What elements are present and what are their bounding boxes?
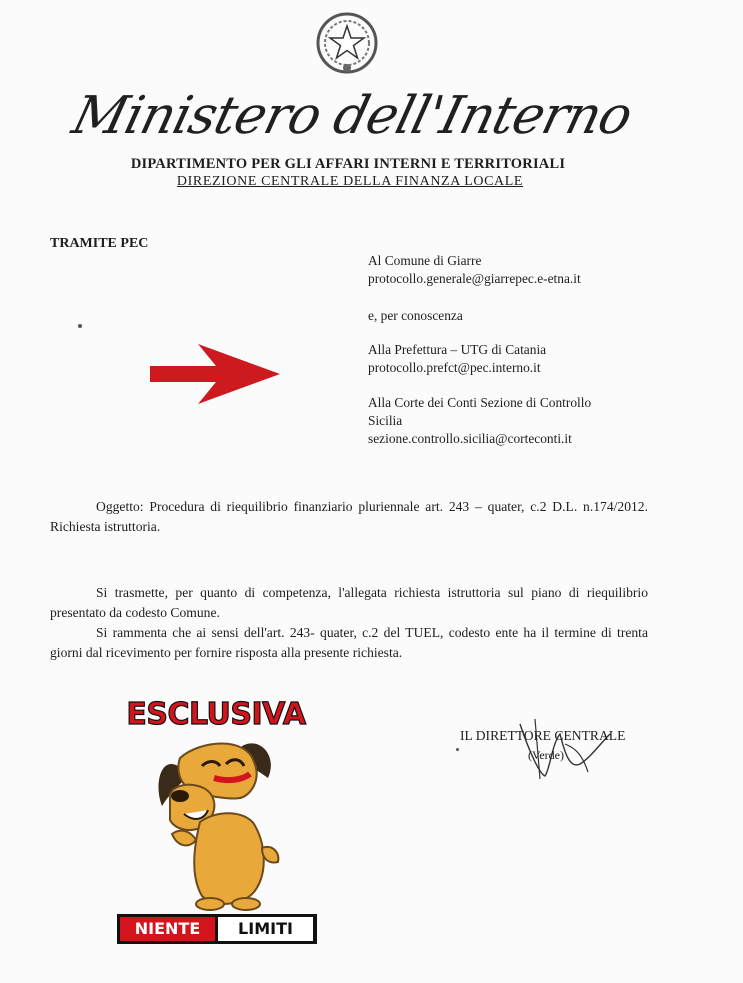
department-name: DIPARTIMENTO PER GLI AFFARI INTERNI E TERRITORIALI: [130, 156, 566, 172]
scan-speck: [78, 324, 82, 328]
recipient-email: protocollo.generale@giarrepec.e-etna.it: [368, 271, 581, 286]
cc2-line-cont: Sicilia: [368, 413, 403, 428]
recipient-line: Al Comune di Giarre: [368, 253, 482, 268]
directorate-name: [170, 174, 530, 190]
subject: [50, 497, 648, 537]
cc2-email: sezione.controllo.sicilia@corteconti.it: [368, 431, 572, 446]
republic-emblem-icon: [314, 10, 380, 76]
badge-bottom-right-text: LIMITI: [218, 917, 313, 941]
directorate-label: DIREZIONE CENTRALE DELLA FINANZA LOCALE: [176, 174, 524, 189]
scan-speck: [456, 748, 459, 751]
cc-label: e, per conoscenza: [368, 308, 463, 323]
red-arrow-icon: [150, 344, 280, 404]
cc1-line: Alla Prefettura – UTG di Catania: [368, 342, 547, 357]
badge-bottom-left-text: NIENTE: [120, 917, 215, 941]
handwritten-signature: [510, 714, 620, 784]
p1-text: Si trasmette, per quanto di competenza, l'allegata richiesta istruttoria sul piano di riequilibrio presentato da codesto Comune.: [50, 585, 648, 620]
delivery-method: TRAMITE PEC: [50, 236, 149, 251]
cartoon-dog-icon: [150, 736, 286, 912]
subject-text: Oggetto: Procedura di riequilibrio finanziario pluriennale art. 243 – quater, c.2 D.L. n.174/2012. Richiesta istruttoria.: [50, 499, 648, 534]
badge-top-text: ESCLUSIVA: [126, 697, 306, 732]
cc2-line: Alla Corte dei Conti Sezione di Controllo: [368, 395, 592, 410]
body-paragraph-1: [50, 583, 648, 623]
p2-text: Si rammenta che ai sensi dell'art. 243- quater, c.2 del TUEL, codesto ente ha il termine di trenta giorni dal ricevimento per fornire risposta alla presente richiesta.: [50, 625, 648, 660]
ministry-title: Ministero dell'Interno: [66, 86, 638, 146]
cc1-email: protocollo.prefct@pec.interno.it: [368, 360, 541, 375]
body-paragraph-2: [50, 623, 648, 663]
signature-name: (Verde): [528, 748, 564, 762]
signature-title: IL DIRETTORE CENTRALE: [460, 728, 626, 743]
